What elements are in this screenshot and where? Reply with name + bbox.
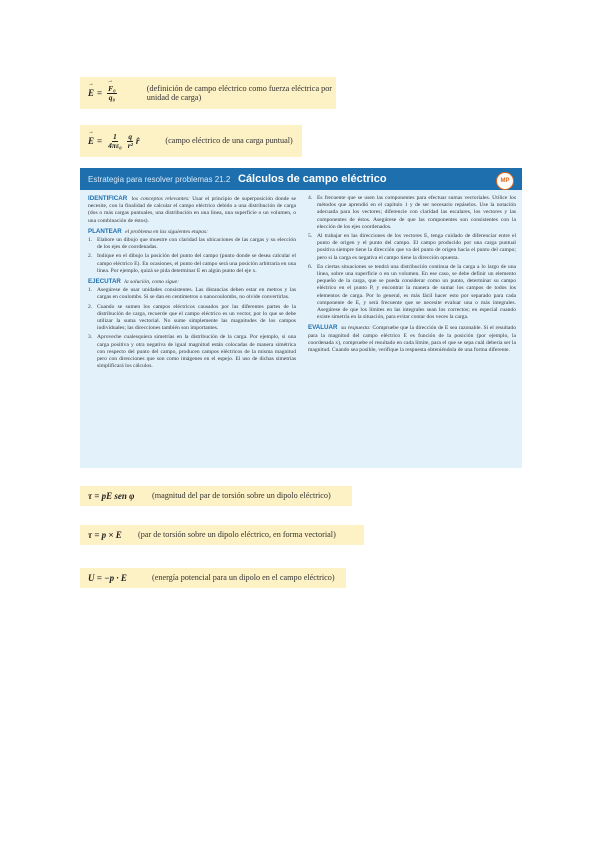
coefficient-denominator: 4πε₀ — [108, 140, 122, 150]
fraction-denominator: q₀ — [108, 92, 116, 102]
execute-item-1: Asegúrese de usar unidades consistentes. Las distancias deben estar en metros y las cargas en coulombs. Si se dan en centímetros o nanocoulombs, no olvide convertirlas. — [97, 287, 296, 301]
equation-description: (energía potencial para un dipolo en el campo eléctrico) — [152, 573, 335, 583]
evaluate-subheading: su respuesta: — [341, 325, 371, 332]
plan-section-heading — [88, 228, 296, 236]
list-item: 2. Cuando se sumen los campos eléctricos causados por las diferentes partes de la distribución de carga, recuerde que el campo eléctrico es un vector, por lo que se debe utilizar la suma vectorial. No sume simplemente las magnitudes de los campos individuales; las direcciones también son importantes. — [88, 303, 296, 332]
equation-fraction — [107, 85, 117, 102]
identify-subheading: los conceptos relevantes: — [131, 196, 190, 202]
execute-item-2: Cuando se sumen los campos eléctricos causados por las diferentes partes de la distribución de carga, recuerde que el campo eléctrico es un vector, por lo que se debe utilizar la suma vectorial. No sume simplemente las magnitudes de los campos individuales; las direcciones también son importantes. — [97, 303, 296, 332]
list-item: 1. Asegúrese de usar unidades consistentes. Las distancias deben estar en metros y las cargas en coulombs. Si se dan en centímetros o nanocoulombs, no olvide convertirlas. — [88, 287, 296, 301]
plan-heading: PLANTEAR — [88, 227, 122, 235]
execute-subheading: la solución, como sigue: — [124, 279, 179, 286]
charge-numerator: q — [128, 131, 133, 141]
evaluate-text: Compruebe que la dirección de E sea razonable. Si el resultado para la magnitud del campo eléctrico E es función de la posición (por ejemplo, la coordenada x), compruebe el resultado en cada límite, para el que se sepa cuál debería ser la magnitud. Cuando sea posible, verifique la respuesta obteniéndola de una forma diferente. — [308, 325, 516, 354]
equation-charge-over-distance — [127, 133, 134, 150]
equation-point-charge-field — [80, 125, 302, 157]
equation-description: (definición de campo eléctrico como fuerza eléctrica por unidad de carga) — [146, 83, 333, 102]
plan-item-2: Indique en el dibujo la posición del punto del campo (punto donde se desea calcular el campo eléctrico E). En ocasiones, el punto del campo será una posición arbitraria en una línea. Por ejemplo, quizá se pida determinar E en algún punto del eje x. — [97, 253, 296, 274]
equation-formula: τ = p × E — [88, 529, 122, 540]
execute-heading: EJECUTAR — [88, 278, 121, 286]
list-item: 2. Indique en el dibujo la posición del punto del campo (punto donde se desea calcular el campo eléctrico E). En ocasiones, el punto del campo será una posición arbitraria en una línea. Por ejemplo, quizá se pida determinar E en algún punto del eje x. — [88, 253, 296, 274]
equation-formula: τ = pE sen φ — [88, 490, 135, 501]
mastering-physics-badge-icon: MP — [496, 172, 514, 190]
equation-torque-vector — [80, 525, 364, 545]
equation-torque-magnitude — [80, 486, 352, 506]
equation-description: (magnitud del par de torsión sobre un dipolo eléctrico) — [152, 491, 331, 501]
equation-description: (par de torsión sobre un dipolo eléctrico, en forma vectorial) — [138, 530, 336, 540]
list-item: 1. Elabore un dibujo que muestre con claridad las ubicaciones de las cargas y su elección de los ejes de coordenadas. — [88, 237, 296, 251]
evaluate-section — [308, 324, 516, 354]
problem-solving-strategy-box — [80, 168, 522, 468]
equation-coefficient — [107, 133, 123, 150]
execute-item-4: Es frecuente que se usen las componentes para efectuar sumas vectoriales. Utilice los métodos que aprendió en el capítulo 1 y de ser necesario repáselos. Use la notación adecuada para los vectores; diferencie con claridad las escalares, los vectores y las componentes de éstos. Asegúrese de que las componentes son consistentes con la elección de los ejes coordenados. — [317, 195, 516, 230]
strategy-right-column — [308, 195, 516, 357]
strategy-left-column — [88, 195, 296, 372]
equation-formula: → E = → $\frac{\text{F₀}}{\text{q₀}}$ — [88, 85, 119, 102]
evaluate-heading: EVALUAR — [308, 324, 338, 332]
equation-lhs: → E — [88, 136, 94, 146]
equation-lhs: → E — [88, 88, 94, 98]
strategy-header — [80, 168, 522, 190]
plan-item-1: Elabore un dibujo que muestre con claridad las ubicaciones de las cargas y su elección de los ejes de coordenadas. — [97, 237, 296, 251]
plan-subheading: el problema en las siguientes etapas: — [125, 228, 209, 235]
equation-description: (campo eléctrico de una carga puntual) — [165, 136, 293, 146]
execute-section-heading — [88, 278, 296, 286]
identify-heading: IDENTIFICAR — [88, 195, 128, 202]
list-item: 5. Al trabajar en las direcciones de los vectores E, tenga cuidado de diferenciar entre el punto de origen y el punto del campo. El campo producido por una carga puntual positiva siempre tiene la dirección que va del punto de origen hacia el punto del campo; pero si la carga es negativa el campo tiene la dirección opuesta. — [308, 233, 516, 261]
equation-electric-field-definition — [80, 77, 336, 109]
strategy-title: Cálculos de campo eléctrico — [238, 173, 387, 185]
coefficient-numerator: 1 — [113, 131, 117, 141]
execute-item-3: Aproveche cualesquiera simetrías en la distribución de la carga. Por ejemplo, si una carga positiva y otra negativa de igual magnitud están colocadas de manera simétrica con respecto del punto del campo, producen campos eléctricos de la misma magnitud pero con direcciones que son como imágenes en el espejo. El uso de dichas simetrías simplificará los cálculos. — [97, 334, 296, 370]
distance-denominator: r² — [127, 140, 133, 150]
strategy-tag: Estrategia para resolver problemas 21.2 — [88, 174, 231, 184]
execute-item-5: Al trabajar en las direcciones de los vectores E, tenga cuidado de diferenciar entre el punto de origen y el punto del campo. El campo producido por una carga puntual positiva siempre tiene la dirección que va del punto de origen hacia el punto del campo; pero si la carga es negativa el campo tiene la dirección opuesta. — [317, 233, 516, 261]
execute-item-6: En ciertas situaciones se tendrá una distribución continua de la carga a lo largo de una línea, sobre una superficie o en un volumen. En ese caso, se debe definir un elemento pequeño de la carga, que se pueda considerar como un punto, determinar su campo eléctrico en el punto P, y encontrar la manera de sumar los campos de todos los elementos de carga. Por lo general, es más fácil hacer esto por separado para cada componente de E, y será frecuente que se necesite evaluar una o más integrales. Asegúrese de que los límites en las integrales sean los correctos; en especial cuando existe simetría en la situación, para evitar contar dos veces la carga. — [317, 263, 516, 321]
equation-formula: → E = $\frac{1}{\text{4πε₀}}$ $\frac{q}{\text{r²}}$ r̂ — [88, 133, 139, 150]
list-item: 3. Aproveche cualesquiera simetrías en la distribución de la carga. Por ejemplo, si una carga positiva y otra negativa de igual magnitud están colocadas de manera simétrica con respecto del punto del campo, producen campos eléctricos de la misma magnitud pero con direcciones que son como imágenes en el espejo. El uso de dichas simetrías simplificará los cálculos. — [88, 334, 296, 370]
fraction-numerator: → F₀ — [107, 85, 117, 94]
unit-vector: r̂ — [135, 135, 140, 146]
list-item: 6. En ciertas situaciones se tendrá una distribución continua de la carga a lo largo de una línea, sobre una superficie o en un volumen. En ese caso, se debe definir un elemento pequeño de la carga, que se pueda considerar como un punto, determinar su campo eléctrico en el punto P, y encontrar la manera de sumar los campos de todos los elementos de carga. Por lo general, es más fácil hacer esto por separado para cada componente de E, y será frecuente que se necesite evaluar una o más integrales. Asegúrese de que los límites en las integrales sean los correctos; en especial cuando existe simetría en la situación, para evitar contar dos veces la carga. — [308, 263, 516, 321]
equation-formula: U = −p · E — [88, 572, 127, 583]
identify-text: Usar el principio de superposición donde se necesite, con la finalidad de calcular el campo eléctrico debido a una distribución de carga (dos o más cargas puntuales, una distribución en una línea, una superficie o un volumen, o una combinación de éstos). — [88, 196, 297, 224]
equation-dipole-potential-energy — [80, 568, 346, 588]
list-item: 4. Es frecuente que se usen las componentes para efectuar sumas vectoriales. Utilice los métodos que aprendió en el capítulo 1 y de ser necesario repáselos. Use la notación adecuada para los vectores; diferencie con claridad las escalares, los vectores y las componentes de éstos. Asegúrese de que las componentes son consistentes con la elección de los ejes coordenados. — [308, 195, 516, 230]
identify-section — [88, 195, 296, 225]
